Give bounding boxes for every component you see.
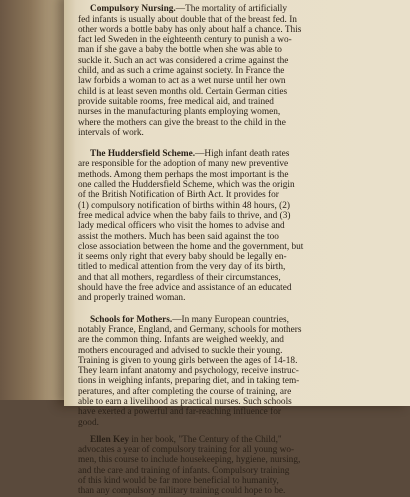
paragraph-schools-for-mothers	[78, 315, 378, 428]
paragraph-line: where the mothers can give the breast to the child in the	[78, 117, 286, 128]
paragraph-line: close association between the home and the government, but	[78, 241, 304, 252]
paragraph-line: and the care and training of infants. Compulsory training	[78, 465, 290, 476]
paragraph-gap	[78, 428, 378, 435]
paragraph-line: of the British Notification of Birth Act. It provides for	[78, 190, 279, 201]
paragraph-line: tions in weighing infants, preparing diet, and in taking tem-	[78, 376, 300, 387]
paragraph-line: child is at least seven months old. Certain German cities	[78, 86, 288, 97]
paragraph-line: men, this course to include housekeeping, hygiene, nursing,	[78, 455, 301, 466]
paragraph-line: assist the mothers. Much has been said against the too	[78, 231, 279, 242]
paragraph-gap	[78, 138, 378, 149]
paragraph-huddersfield-scheme	[78, 149, 378, 303]
paragraph-line: —The mortality of artificially	[175, 4, 288, 15]
heading-ellen-key: Ellen Key	[90, 434, 129, 445]
paragraph-line: suckle it. Such an act was considered a crime against the	[78, 55, 289, 66]
paragraph-line: notably France, England, and Germany, schools for mothers	[78, 324, 302, 335]
paragraph-line: are the common thing. Infants are weighed weekly, and	[78, 335, 284, 346]
paragraph-line: peratures, and after completing the course of training, are	[78, 386, 292, 397]
paragraph-line: child, and as such a crime against society. In France the	[78, 66, 285, 77]
paragraph-line: methods. Among them perhaps the most important is the	[78, 169, 289, 180]
paragraph-line: fact led Sweden in the eighteenth century to punish a wo-	[78, 35, 292, 46]
paragraph-line: have exerted a powerful and far-reaching influence for	[78, 407, 281, 418]
paragraph-line: mothers encouraged and advised to suckle their young.	[78, 345, 283, 356]
paragraph-line: provide suitable rooms, free medical aid, and trained	[78, 96, 274, 107]
paragraph-line: (1) compulsory notification of births within 48 hours, (2)	[78, 200, 290, 211]
paragraph-line: man if she gave a baby the bottle when she was able to	[78, 45, 282, 56]
paragraph-line: able to earn a livelihood as practical nurses. Such schools	[78, 396, 292, 407]
paragraph-line: law forbids a woman to act as a wet nurse until her own	[78, 76, 286, 87]
heading-huddersfield-scheme: The Huddersfield Scheme.	[90, 149, 196, 160]
paragraph-line: fed infants is usually about double that of the breast fed. In	[78, 14, 297, 25]
paragraph-line: and properly trained woman.	[78, 293, 186, 304]
paragraph-line: titled to medical attention from the very day of its birth,	[78, 262, 286, 273]
paragraph-line: —In many European countries,	[172, 314, 289, 325]
paragraph-line: and that all mothers, regardless of their circumstances,	[78, 272, 281, 283]
paragraph-line: They learn infant anatomy and psychology, receive instruc-	[78, 366, 299, 377]
cut-off-line	[78, 0, 378, 4]
paragraph-line: it seems only right that every baby should be legally en-	[78, 252, 287, 263]
paragraph-line: intervals of work.	[78, 127, 144, 138]
paragraph-ellen-key	[78, 435, 378, 497]
paragraph-line: other words a bottle baby has only about half a chance. This	[78, 24, 302, 35]
heading-schools-for-mothers: Schools for Mothers.	[90, 314, 173, 325]
paragraph-line: of this kind would be far more beneficial to humanity,	[78, 476, 279, 487]
paragraph-line: good.	[78, 417, 99, 428]
paragraph-compulsory-nursing	[78, 4, 378, 138]
paragraph-line: —High infant death rates	[195, 149, 290, 160]
paragraph-line: in her book, "The Century of the Child,"	[129, 434, 282, 445]
paragraph-line: Training is given to young girls between the ages of 14-18.	[78, 355, 298, 366]
paragraph-line: nurses in the manufacturing plants employing women,	[78, 107, 281, 118]
paragraph-line: free medical advice when the baby fails to thrive, and (3)	[78, 210, 291, 221]
heading-compulsory-nursing: Compulsory Nursing.	[90, 4, 176, 15]
paragraph-line: advocates a year of compulsory training for all young wo-	[78, 445, 295, 456]
paragraph-line: one called the Huddersfield Scheme, which was the origin	[78, 180, 295, 191]
paragraph-gap	[78, 304, 378, 315]
paragraph-line: are responsible for the adoption of many new preventive	[78, 159, 289, 170]
paragraph-line: should have the free advice and assistance of an educated	[78, 283, 292, 294]
paragraph-line: than any compulsory military training could hope to be.	[78, 486, 286, 497]
page-text	[78, 0, 378, 497]
paragraph-line: lady medical officers who visit the homes to advise and	[78, 221, 285, 232]
